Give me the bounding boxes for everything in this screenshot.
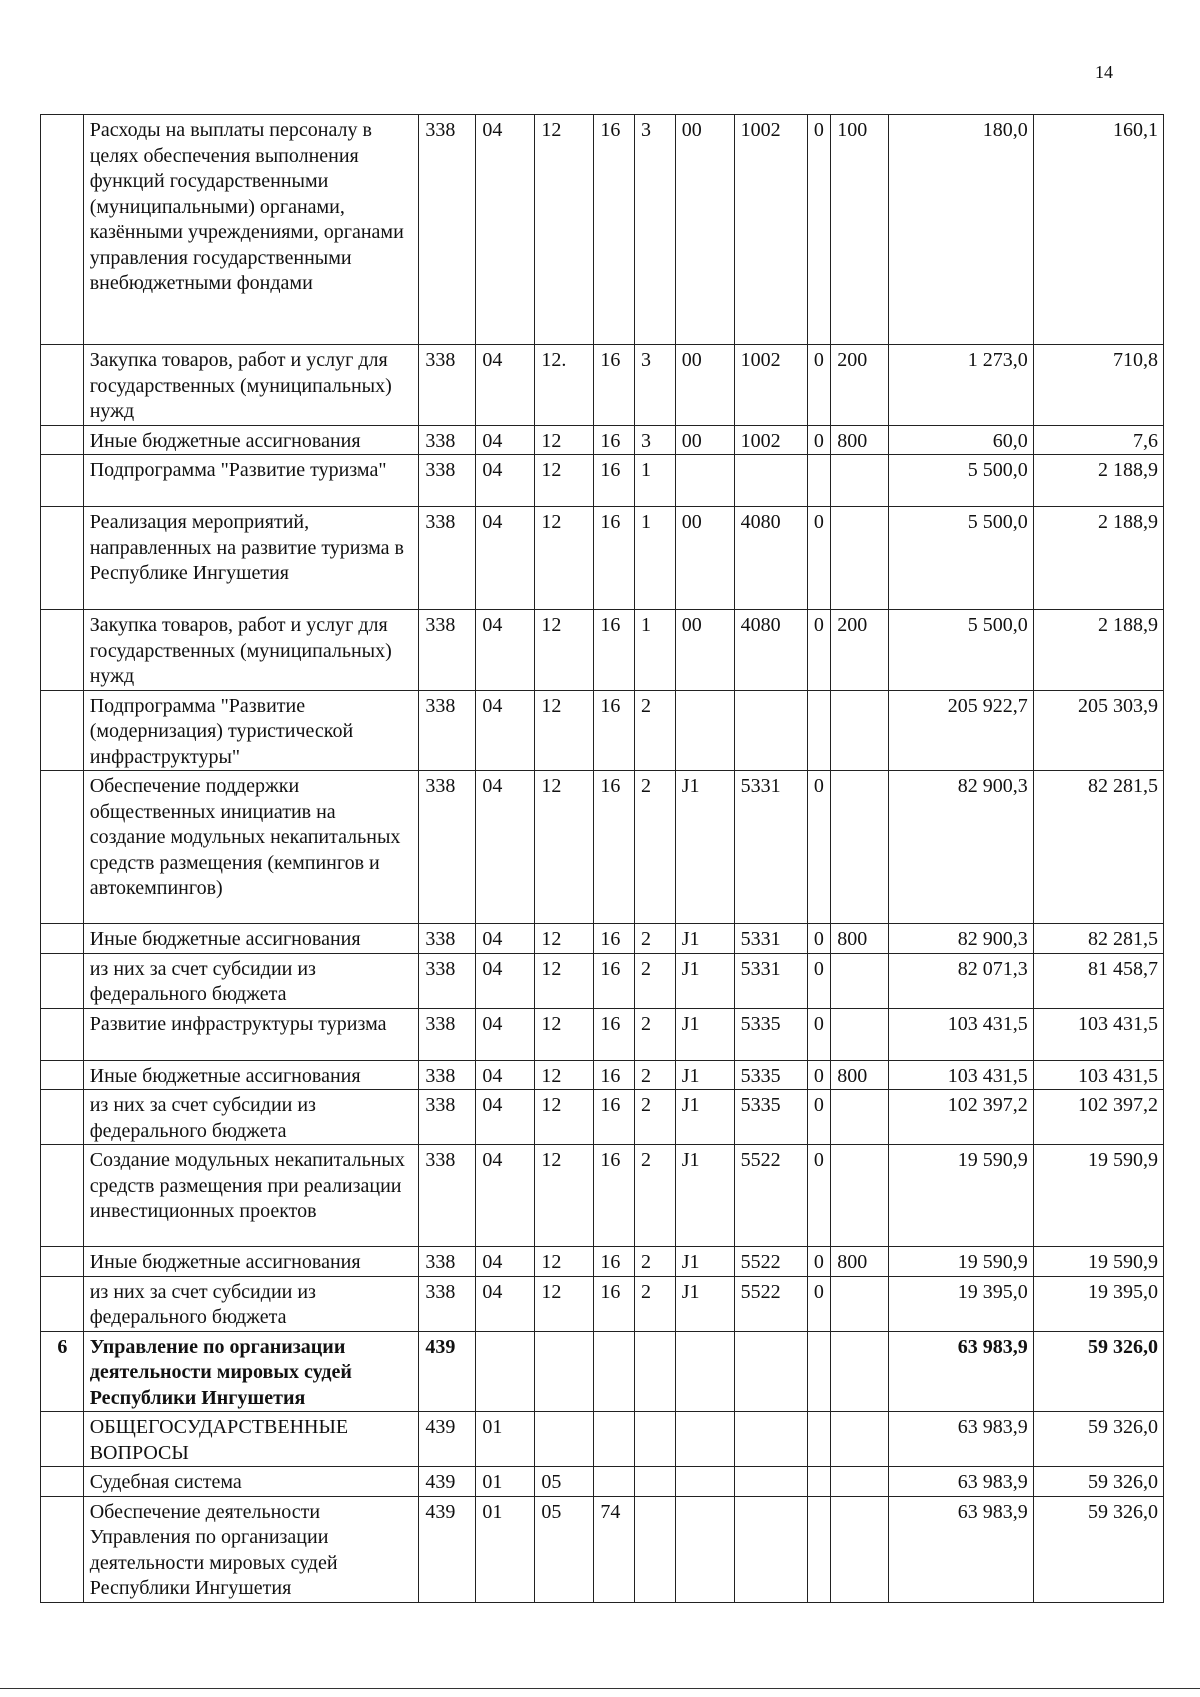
amount-executed: 59 326,0 <box>1033 1331 1163 1412</box>
code-extra: 0 <box>807 1276 830 1331</box>
code-subsection: 12 <box>535 455 594 507</box>
code-section: 04 <box>476 610 535 691</box>
code-extra: 0 <box>807 1060 830 1090</box>
item-name: Создание модульных некапитальных средств размещения при реализации инвестиционных проектов <box>83 1145 419 1247</box>
item-name: Закупка товаров, работ и услуг для государственных (муниципальных) нужд <box>83 345 419 426</box>
code-expense-type <box>831 1008 889 1060</box>
code-extra: 0 <box>807 1008 830 1060</box>
code-ministry: 439 <box>419 1496 476 1602</box>
code-subprogram <box>635 1496 676 1602</box>
item-name: Подпрограмма "Развитие туризма" <box>83 455 419 507</box>
code-extra: 0 <box>807 953 830 1008</box>
code-direction: 1002 <box>734 425 807 455</box>
table-row <box>41 1060 1164 1090</box>
row-index: 6 <box>41 1331 84 1412</box>
code-subprogram: 2 <box>635 1008 676 1060</box>
table-row <box>41 1008 1164 1060</box>
code-event <box>675 1412 734 1467</box>
table-row <box>41 1467 1164 1497</box>
row-index <box>41 1467 84 1497</box>
amount-planned: 102 397,2 <box>889 1090 1033 1145</box>
code-extra: 0 <box>807 345 830 426</box>
code-ministry: 338 <box>419 455 476 507</box>
code-program <box>594 1467 635 1497</box>
code-section: 04 <box>476 1090 535 1145</box>
code-expense-type <box>831 1276 889 1331</box>
code-expense-type <box>831 771 889 924</box>
bottom-rule <box>0 1688 1200 1689</box>
item-name: Расходы на выплаты персоналу в целях обеспечения выполнения функций государственными (муниципальными) органами, казёнными учреждениями, органами управления государственными внебюджетными фондами <box>83 115 419 345</box>
code-event: J1 <box>675 924 734 954</box>
code-event <box>675 1331 734 1412</box>
code-ministry: 338 <box>419 924 476 954</box>
amount-planned: 82 071,3 <box>889 953 1033 1008</box>
code-subsection: 12 <box>535 1247 594 1277</box>
code-expense-type <box>831 953 889 1008</box>
code-event <box>675 690 734 771</box>
table-row <box>41 953 1164 1008</box>
code-event: 00 <box>675 345 734 426</box>
code-direction: 5522 <box>734 1276 807 1331</box>
amount-planned: 19 590,9 <box>889 1145 1033 1247</box>
code-direction: 5331 <box>734 953 807 1008</box>
code-program: 16 <box>594 1247 635 1277</box>
amount-executed: 103 431,5 <box>1033 1060 1163 1090</box>
code-event: J1 <box>675 1145 734 1247</box>
row-index <box>41 953 84 1008</box>
code-direction: 5335 <box>734 1060 807 1090</box>
code-subprogram: 2 <box>635 1247 676 1277</box>
amount-executed: 103 431,5 <box>1033 1008 1163 1060</box>
amount-executed: 19 590,9 <box>1033 1145 1163 1247</box>
code-event: 00 <box>675 425 734 455</box>
code-subsection: 12 <box>535 115 594 345</box>
code-extra: 0 <box>807 1145 830 1247</box>
code-section: 04 <box>476 690 535 771</box>
amount-executed: 7,6 <box>1033 425 1163 455</box>
code-subsection: 12 <box>535 953 594 1008</box>
code-ministry: 338 <box>419 425 476 455</box>
code-event: 00 <box>675 507 734 610</box>
amount-executed: 19 590,9 <box>1033 1247 1163 1277</box>
code-program: 16 <box>594 1145 635 1247</box>
code-expense-type <box>831 1467 889 1497</box>
code-direction <box>734 1412 807 1467</box>
amount-planned: 5 500,0 <box>889 610 1033 691</box>
code-program: 16 <box>594 1276 635 1331</box>
code-direction: 5522 <box>734 1247 807 1277</box>
code-subprogram: 2 <box>635 953 676 1008</box>
code-subsection: 05 <box>535 1467 594 1497</box>
code-event: J1 <box>675 1008 734 1060</box>
table-row <box>41 507 1164 610</box>
amount-executed: 59 326,0 <box>1033 1412 1163 1467</box>
amount-executed: 160,1 <box>1033 115 1163 345</box>
code-expense-type <box>831 1145 889 1247</box>
code-ministry: 338 <box>419 953 476 1008</box>
amount-executed: 710,8 <box>1033 345 1163 426</box>
code-subsection: 05 <box>535 1496 594 1602</box>
table-row <box>41 1145 1164 1247</box>
row-index <box>41 690 84 771</box>
code-extra: 0 <box>807 507 830 610</box>
code-subprogram: 2 <box>635 1090 676 1145</box>
code-extra: 0 <box>807 115 830 345</box>
budget-table <box>40 114 1164 1603</box>
code-expense-type <box>831 455 889 507</box>
code-subprogram: 2 <box>635 1276 676 1331</box>
row-index <box>41 1008 84 1060</box>
code-subprogram <box>635 1467 676 1497</box>
code-ministry: 439 <box>419 1331 476 1412</box>
row-index <box>41 345 84 426</box>
code-subsection <box>535 1412 594 1467</box>
code-ministry: 338 <box>419 1247 476 1277</box>
code-section: 01 <box>476 1496 535 1602</box>
code-ministry: 338 <box>419 1145 476 1247</box>
code-subsection: 12 <box>535 1145 594 1247</box>
amount-planned: 1 273,0 <box>889 345 1033 426</box>
code-program: 16 <box>594 1060 635 1090</box>
code-event <box>675 1467 734 1497</box>
row-index <box>41 115 84 345</box>
amount-executed: 2 188,9 <box>1033 610 1163 691</box>
code-program: 16 <box>594 115 635 345</box>
item-name: Закупка товаров, работ и услуг для государственных (муниципальных) нужд <box>83 610 419 691</box>
table-row <box>41 1276 1164 1331</box>
code-ministry: 338 <box>419 115 476 345</box>
amount-planned: 82 900,3 <box>889 924 1033 954</box>
code-program: 16 <box>594 345 635 426</box>
code-expense-type: 800 <box>831 425 889 455</box>
code-subprogram: 1 <box>635 610 676 691</box>
row-index <box>41 1276 84 1331</box>
amount-planned: 19 590,9 <box>889 1247 1033 1277</box>
code-section: 04 <box>476 953 535 1008</box>
amount-planned: 5 500,0 <box>889 507 1033 610</box>
code-expense-type <box>831 1090 889 1145</box>
code-event: 00 <box>675 115 734 345</box>
amount-planned: 63 983,9 <box>889 1331 1033 1412</box>
code-program <box>594 1331 635 1412</box>
item-name: ОБЩЕГОСУДАРСТВЕННЫЕ ВОПРОСЫ <box>83 1412 419 1467</box>
amount-planned: 205 922,7 <box>889 690 1033 771</box>
code-direction: 5331 <box>734 924 807 954</box>
code-extra: 0 <box>807 924 830 954</box>
code-subsection: 12 <box>535 924 594 954</box>
code-subprogram: 2 <box>635 690 676 771</box>
code-section: 04 <box>476 1145 535 1247</box>
code-expense-type: 800 <box>831 924 889 954</box>
code-direction <box>734 690 807 771</box>
code-subsection: 12 <box>535 507 594 610</box>
code-ministry: 338 <box>419 1090 476 1145</box>
code-section: 04 <box>476 507 535 610</box>
amount-executed: 2 188,9 <box>1033 507 1163 610</box>
code-program: 16 <box>594 455 635 507</box>
item-name: из них за счет субсидии из федерального бюджета <box>83 1276 419 1331</box>
code-subprogram: 3 <box>635 425 676 455</box>
code-ministry: 439 <box>419 1467 476 1497</box>
table-row <box>41 610 1164 691</box>
code-program: 16 <box>594 953 635 1008</box>
code-event: J1 <box>675 953 734 1008</box>
table-row <box>41 115 1164 345</box>
amount-executed: 2 188,9 <box>1033 455 1163 507</box>
amount-executed: 82 281,5 <box>1033 771 1163 924</box>
code-direction: 4080 <box>734 610 807 691</box>
table-row <box>41 924 1164 954</box>
code-direction <box>734 455 807 507</box>
code-subprogram: 2 <box>635 1060 676 1090</box>
amount-planned: 180,0 <box>889 115 1033 345</box>
row-index <box>41 1060 84 1090</box>
code-direction: 5335 <box>734 1090 807 1145</box>
code-ministry: 338 <box>419 610 476 691</box>
code-section: 04 <box>476 455 535 507</box>
code-expense-type <box>831 1496 889 1602</box>
item-name: Иные бюджетные ассигнования <box>83 1247 419 1277</box>
amount-planned: 63 983,9 <box>889 1496 1033 1602</box>
code-subprogram: 2 <box>635 1145 676 1247</box>
row-index <box>41 771 84 924</box>
table-row <box>41 1496 1164 1602</box>
item-name: Иные бюджетные ассигнования <box>83 924 419 954</box>
code-direction: 4080 <box>734 507 807 610</box>
code-program: 16 <box>594 771 635 924</box>
code-subsection: 12 <box>535 610 594 691</box>
code-subprogram: 3 <box>635 115 676 345</box>
code-program: 16 <box>594 610 635 691</box>
table-row <box>41 425 1164 455</box>
item-name: Иные бюджетные ассигнования <box>83 425 419 455</box>
code-extra <box>807 1467 830 1497</box>
code-section: 04 <box>476 1008 535 1060</box>
code-ministry: 338 <box>419 345 476 426</box>
amount-executed: 205 303,9 <box>1033 690 1163 771</box>
row-index <box>41 507 84 610</box>
code-ministry: 338 <box>419 507 476 610</box>
item-name: из них за счет субсидии из федерального бюджета <box>83 1090 419 1145</box>
code-ministry: 338 <box>419 690 476 771</box>
code-ministry: 439 <box>419 1412 476 1467</box>
item-name: Подпрограмма "Развитие (модернизация) туристической инфраструктуры" <box>83 690 419 771</box>
code-section: 04 <box>476 1276 535 1331</box>
row-index <box>41 425 84 455</box>
item-name: из них за счет субсидии из федерального бюджета <box>83 953 419 1008</box>
amount-planned: 5 500,0 <box>889 455 1033 507</box>
table-row <box>41 690 1164 771</box>
code-subprogram: 1 <box>635 455 676 507</box>
code-section: 04 <box>476 115 535 345</box>
code-subsection: 12 <box>535 690 594 771</box>
code-expense-type <box>831 1331 889 1412</box>
code-subsection: 12 <box>535 1008 594 1060</box>
code-expense-type: 100 <box>831 115 889 345</box>
code-direction: 5331 <box>734 771 807 924</box>
code-extra <box>807 1331 830 1412</box>
code-direction <box>734 1331 807 1412</box>
row-index <box>41 610 84 691</box>
code-direction: 1002 <box>734 345 807 426</box>
code-ministry: 338 <box>419 1008 476 1060</box>
code-subprogram: 2 <box>635 924 676 954</box>
amount-executed: 102 397,2 <box>1033 1090 1163 1145</box>
code-event: J1 <box>675 1090 734 1145</box>
item-name: Судебная система <box>83 1467 419 1497</box>
amount-executed: 81 458,7 <box>1033 953 1163 1008</box>
code-section: 04 <box>476 1247 535 1277</box>
row-index <box>41 1247 84 1277</box>
table-row <box>41 345 1164 426</box>
amount-planned: 103 431,5 <box>889 1060 1033 1090</box>
code-event: J1 <box>675 1060 734 1090</box>
row-index <box>41 1145 84 1247</box>
code-subsection: 12 <box>535 771 594 924</box>
table-row <box>41 1090 1164 1145</box>
amount-planned: 60,0 <box>889 425 1033 455</box>
amount-planned: 19 395,0 <box>889 1276 1033 1331</box>
table-row <box>41 771 1164 924</box>
table-row <box>41 455 1164 507</box>
code-extra: 0 <box>807 425 830 455</box>
code-subsection: 12 <box>535 1060 594 1090</box>
amount-executed: 82 281,5 <box>1033 924 1163 954</box>
code-section: 04 <box>476 345 535 426</box>
code-subprogram: 3 <box>635 345 676 426</box>
amount-executed: 59 326,0 <box>1033 1467 1163 1497</box>
code-extra: 0 <box>807 771 830 924</box>
item-name: Иные бюджетные ассигнования <box>83 1060 419 1090</box>
code-section: 04 <box>476 425 535 455</box>
code-direction: 5522 <box>734 1145 807 1247</box>
code-event: J1 <box>675 1276 734 1331</box>
code-subprogram: 2 <box>635 771 676 924</box>
budget-table-body <box>41 115 1164 1603</box>
code-ministry: 338 <box>419 1060 476 1090</box>
code-section: 04 <box>476 1060 535 1090</box>
code-section <box>476 1331 535 1412</box>
amount-planned: 103 431,5 <box>889 1008 1033 1060</box>
code-extra <box>807 690 830 771</box>
code-section: 04 <box>476 771 535 924</box>
code-ministry: 338 <box>419 771 476 924</box>
amount-executed: 19 395,0 <box>1033 1276 1163 1331</box>
amount-planned: 63 983,9 <box>889 1412 1033 1467</box>
row-index <box>41 455 84 507</box>
item-name: Обеспечение деятельности Управления по организации деятельности мировых судей Республики Ингушетия <box>83 1496 419 1602</box>
code-program: 74 <box>594 1496 635 1602</box>
code-expense-type: 800 <box>831 1247 889 1277</box>
code-event: J1 <box>675 771 734 924</box>
code-section: 01 <box>476 1412 535 1467</box>
code-subsection: 12 <box>535 1090 594 1145</box>
code-program: 16 <box>594 1090 635 1145</box>
code-expense-type <box>831 507 889 610</box>
code-direction: 1002 <box>734 115 807 345</box>
table-row <box>41 1412 1164 1467</box>
code-expense-type: 200 <box>831 610 889 691</box>
code-subprogram <box>635 1412 676 1467</box>
code-program: 16 <box>594 425 635 455</box>
code-subprogram: 1 <box>635 507 676 610</box>
code-expense-type <box>831 1412 889 1467</box>
code-program: 16 <box>594 924 635 954</box>
row-index <box>41 1090 84 1145</box>
amount-planned: 63 983,9 <box>889 1467 1033 1497</box>
code-event <box>675 1496 734 1602</box>
item-name: Обеспечение поддержки общественных инициатив на создание модульных некапитальных средств размещения (кемпингов и автокемпингов) <box>83 771 419 924</box>
row-index <box>41 1496 84 1602</box>
code-event <box>675 455 734 507</box>
row-index <box>41 1412 84 1467</box>
row-index <box>41 924 84 954</box>
code-expense-type: 800 <box>831 1060 889 1090</box>
code-subsection <box>535 1331 594 1412</box>
code-extra <box>807 1496 830 1602</box>
code-direction <box>734 1467 807 1497</box>
code-subsection: 12 <box>535 1276 594 1331</box>
table-row <box>41 1247 1164 1277</box>
code-extra <box>807 1412 830 1467</box>
code-section: 04 <box>476 924 535 954</box>
code-event: J1 <box>675 1247 734 1277</box>
code-extra: 0 <box>807 1090 830 1145</box>
code-event: 00 <box>675 610 734 691</box>
code-program <box>594 1412 635 1467</box>
code-section: 01 <box>476 1467 535 1497</box>
code-ministry: 338 <box>419 1276 476 1331</box>
code-subsection: 12. <box>535 345 594 426</box>
code-program: 16 <box>594 507 635 610</box>
code-extra: 0 <box>807 1247 830 1277</box>
item-name: Управление по организации деятельности мировых судей Республики Ингушетия <box>83 1331 419 1412</box>
code-program: 16 <box>594 1008 635 1060</box>
code-subprogram <box>635 1331 676 1412</box>
code-expense-type <box>831 690 889 771</box>
code-direction: 5335 <box>734 1008 807 1060</box>
code-program: 16 <box>594 690 635 771</box>
page-number: 14 <box>1095 62 1113 82</box>
code-direction <box>734 1496 807 1602</box>
item-name: Развитие инфраструктуры туризма <box>83 1008 419 1060</box>
code-expense-type: 200 <box>831 345 889 426</box>
table-row <box>41 1331 1164 1412</box>
code-extra <box>807 455 830 507</box>
item-name: Реализация мероприятий, направленных на развитие туризма в Республике Ингушетия <box>83 507 419 610</box>
amount-planned: 82 900,3 <box>889 771 1033 924</box>
code-extra: 0 <box>807 610 830 691</box>
code-subsection: 12 <box>535 425 594 455</box>
amount-executed: 59 326,0 <box>1033 1496 1163 1602</box>
